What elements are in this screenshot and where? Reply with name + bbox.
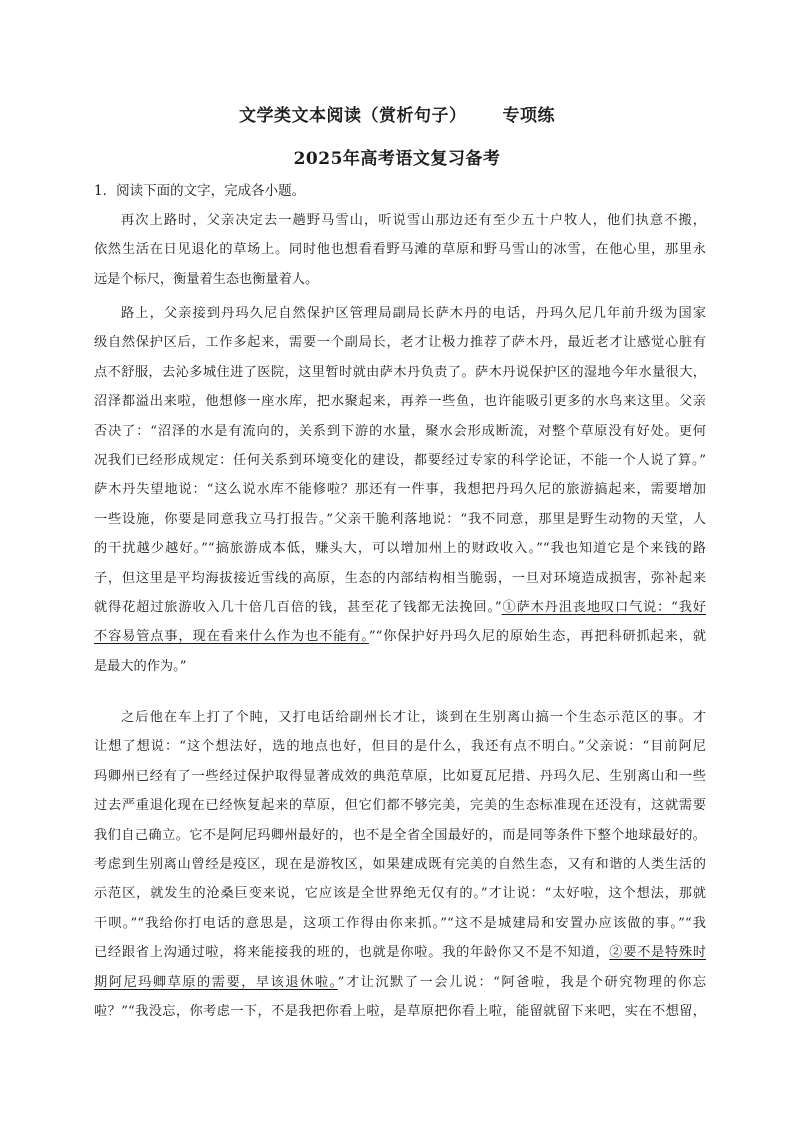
text-line: 路上，父亲接到丹玛久尼自然保护区管理局副局长萨木丹的电话，丹玛久尼几年前升级为国家 bbox=[121, 306, 706, 321]
text-line: 示范区，就发生的沧桑巨变来说，它应该是全世界绝无仅有的。”才让说：“太好啦，这个想法，那就 bbox=[94, 886, 706, 902]
underlined-sentence-2-marker: ② bbox=[609, 945, 624, 961]
text-segment: ”“你保护好丹玛久尼的原始生态，再把科研抓起来，就 bbox=[368, 629, 706, 645]
title-main: 文学类文本阅读（赏析句子） bbox=[239, 106, 467, 126]
text-line: 的干扰越少越好。”“搞旅游成本低，赚头大，可以增加州上的财政收入。”“我也知道它是个来钱的路 bbox=[94, 541, 706, 557]
text-line bbox=[94, 622, 706, 651]
passage-paragraph-2 bbox=[94, 299, 706, 681]
passage-paragraph-3 bbox=[94, 703, 706, 1026]
text-line: 依然生活在日见退化的草场上。同时他也想看看野马滩的草原和野马雪山的冰雪，在他心里，那里永 bbox=[94, 242, 706, 258]
text-segment: 已经跟省上沟通过啦，将来能接我的班的，也就是你啦。我的年龄你又不是不知道， bbox=[94, 945, 610, 961]
underlined-sentence-2-part-a: 要不是特殊时 bbox=[623, 945, 706, 961]
text-line: 干呗。”“我给你打电话的意思是，这项工作得由你来抓。”“这不是城建局和安置办应该做的事。”“我 bbox=[94, 915, 706, 931]
document-subtitle: 2025年高考语文复习备考 bbox=[293, 149, 501, 169]
text-line: 过去严重退化现在已经恢复起来的草原，但它们都不够完美，完美的生态标准现在还没有，这就需要 bbox=[94, 798, 706, 814]
text-line: 我们自己确立。它不是阿尼玛卿州最好的，也不是全省全国最好的，而是同等条件下整个地球最好的。 bbox=[94, 827, 706, 843]
text-line bbox=[94, 938, 706, 967]
text-line: 再次上路时，父亲决定去一趟野马雪山，听说雪山那边还有至少五十户牧人，他们执意不搬， bbox=[121, 213, 706, 228]
text-line: 级自然保护区后，工作多起来，需要一个副局长，老才让极力推荐了萨木丹，最近老才让感觉心脏有 bbox=[94, 335, 706, 351]
text-line: 沼泽都溢出来啦，他想修一座水库，把水聚起来，再养一些鱼，也许能吸引更多的水鸟来这里。父亲 bbox=[94, 394, 706, 410]
text-line: 远是个标尺，衡量着生态也衡量着人。 bbox=[94, 271, 319, 287]
underlined-sentence-1-part-a: 萨木丹沮丧地叹口气说：“我好 bbox=[516, 600, 706, 616]
text-line bbox=[94, 593, 706, 622]
text-segment: ”才让沉默了一会儿说：“阿爸啦，我是个研究物理的你忘 bbox=[337, 974, 706, 990]
question-heading: 1．阅读下面的文字，完成各小题。 bbox=[94, 183, 306, 199]
text-line: 之后他在车上打了个盹，又打电话给副州长才让，谈到在生别离山搞一个生态示范区的事。才 bbox=[121, 710, 706, 725]
text-line: 况我们已经形成规定：任何关系到环境变化的建设，都要经过专家的科学论证，不能一个人说了算。” bbox=[94, 453, 706, 469]
text-line: 让想了想说：“这个想法好，选的地点也好，但目的是什么，我还有点不明白。”父亲说：“目前阿尼 bbox=[94, 739, 706, 755]
text-line bbox=[94, 968, 706, 997]
text-line: 子，但这里是平均海拔接近雪线的高原，生态的内部结构相当脆弱，一旦对环境造成损害，弥补起来 bbox=[94, 570, 706, 586]
text-line: 萨木丹失望地说：“这么说水库不能修啦？那还有一件事，我想把丹玛久尼的旅游搞起来，需要增加 bbox=[94, 482, 706, 498]
underlined-sentence-2-part-b: 期阿尼玛卿草原的需要，早该退休啦。 bbox=[94, 974, 338, 990]
underlined-sentence-1-marker: ① bbox=[501, 600, 517, 616]
text-segment: 就得花超过旅游收入几十倍几百倍的钱，甚至花了钱都无法挽回。” bbox=[94, 600, 502, 616]
title-suffix: 专项练 bbox=[502, 106, 555, 126]
text-line: 啦？”“我没忘，你考虑一下，不是我把你看上啦，是草原把你看上啦，能留就留下来吧，实在不想留， bbox=[94, 1004, 706, 1020]
text-line: 否决了：“沼泽的水是有流向的，关系到下游的水量，聚水会形成断流，对整个草原没有好处。更何 bbox=[94, 423, 706, 439]
text-line: 是最大的作为。” bbox=[94, 658, 187, 674]
document-title bbox=[0, 101, 794, 126]
passage-paragraph-1 bbox=[94, 206, 706, 294]
text-line: 玛卿州已经有了一些经过保护取得显著成效的典范草原，比如夏瓦尼措、丹玛久尼、生别离山和一些 bbox=[94, 768, 706, 784]
text-line: 点不舒服，去沁多城住进了医院，这里暂时就由萨木丹负责了。萨木丹说保护区的湿地今年水量很大， bbox=[94, 364, 706, 380]
underlined-sentence-1-part-b: 不容易管点事，现在看来什么作为也不能有。 bbox=[94, 629, 369, 645]
text-line: 一些设施，你要是同意我立马打报告。”父亲干脆利落地说：“我不同意，那里是野生动物的天堂，人 bbox=[94, 511, 706, 527]
text-line: 考虑到生别离山曾经是疫区，现在是游牧区，如果建成既有完美的自然生态，又有和谐的人类生活的 bbox=[94, 857, 706, 873]
